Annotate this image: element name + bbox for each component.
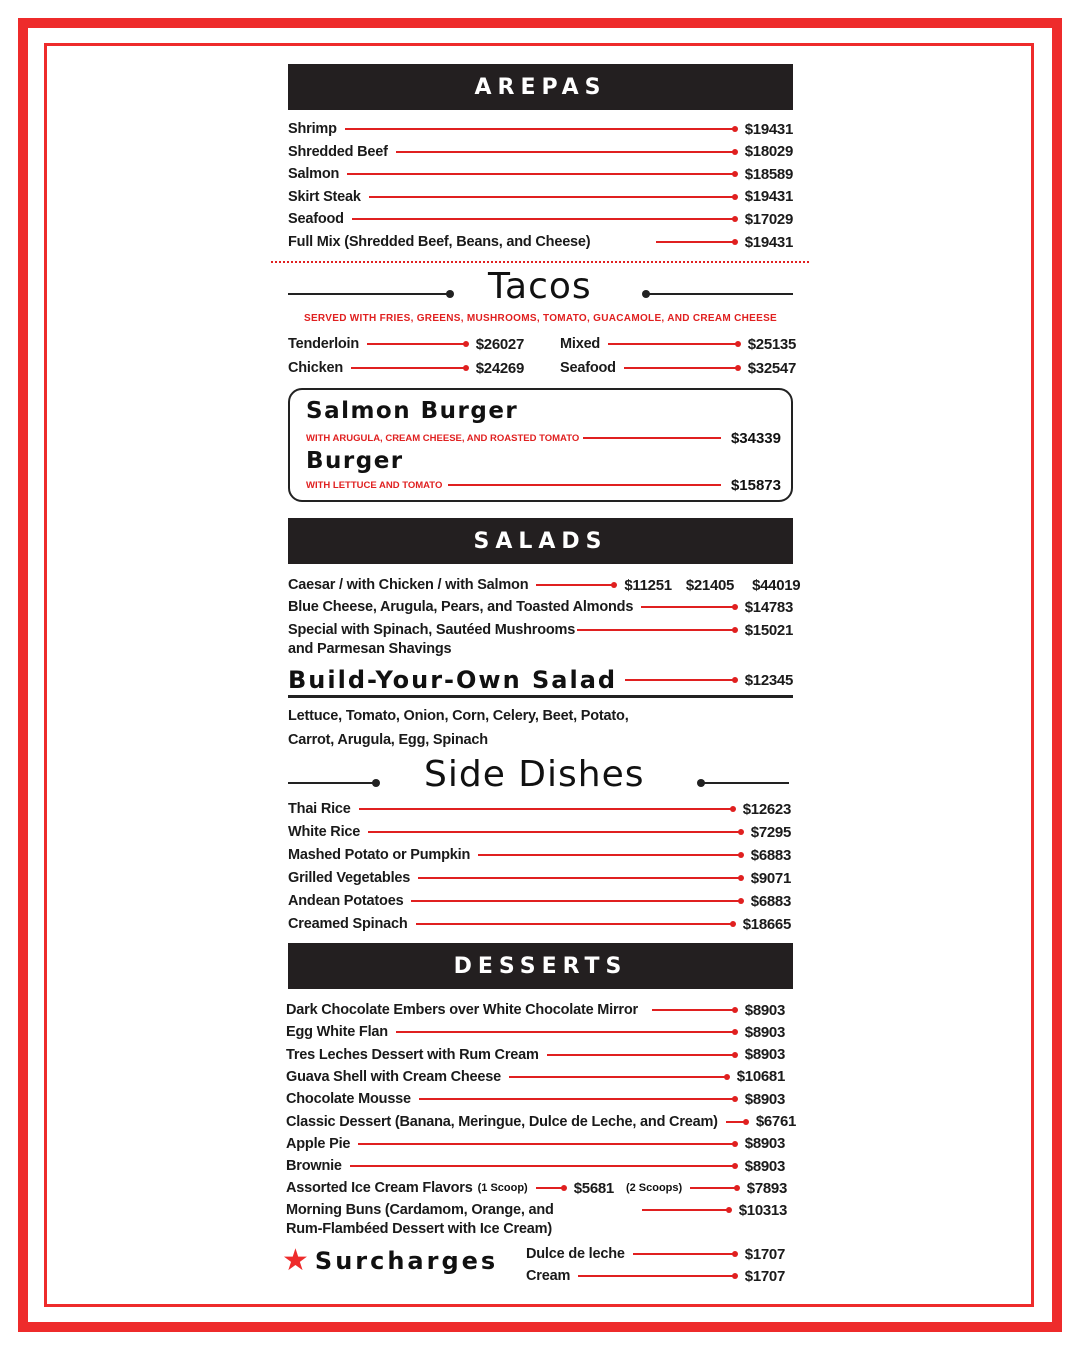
leader-line <box>347 173 735 175</box>
leader-line <box>642 1209 729 1211</box>
item-price: $12345 <box>744 671 793 689</box>
item-price: $12623 <box>742 800 791 818</box>
item-price: $7295 <box>750 823 791 841</box>
leader-line <box>351 367 466 369</box>
item-name: Andean Potatoes <box>288 893 404 909</box>
arepa-row <box>288 141 793 163</box>
item-price: $32547 <box>747 359 796 377</box>
leader-line <box>624 367 738 369</box>
leader-line <box>418 877 741 879</box>
item-price: $18589 <box>744 165 793 183</box>
item-name: Chicken <box>288 360 344 376</box>
item-price: $6883 <box>750 892 791 910</box>
arepa-row <box>288 186 793 208</box>
taco-row <box>560 333 796 355</box>
surcharges-heading <box>282 1246 498 1276</box>
dessert-row <box>286 1111 797 1133</box>
title-rule-right <box>646 293 793 295</box>
item-price: $11251 <box>624 576 672 594</box>
salmon-burger-desc: WITH ARUGULA, CREAM CHEESE, AND ROASTED TOMATO <box>306 432 580 444</box>
side-row <box>288 798 791 820</box>
item-price: $8903 <box>744 1046 785 1064</box>
arepas-banner: AREPAS <box>288 64 793 110</box>
surcharges-title: Surcharges <box>314 1247 499 1275</box>
byo-ingredients-line1: Lettuce, Tomato, Onion, Corn, Celery, Beet, Potato, <box>288 708 629 724</box>
item-name: Skirt Steak <box>288 188 361 205</box>
item-name: Seafood <box>560 360 616 376</box>
item-name: Caesar / with Chicken / with Salmon <box>288 577 529 593</box>
leader-line <box>478 854 741 856</box>
item-price: $24269 <box>475 359 524 377</box>
item-price: $1707 <box>744 1245 785 1263</box>
item-price: $17029 <box>744 210 793 228</box>
burger-desc: WITH LETTUCE AND TOMATO <box>306 479 443 491</box>
leader-line <box>359 808 733 810</box>
tacos-note: SERVED WITH FRIES, GREENS, MUSHROOMS, TOMATO, GUACAMOLE, AND CREAM CHEESE <box>303 313 778 324</box>
item-name: Cream <box>526 1268 571 1284</box>
item-price: $8903 <box>744 1023 785 1041</box>
item-price: $1707 <box>744 1267 785 1285</box>
item-name: Shredded Beef <box>288 143 388 160</box>
leader-line <box>509 1076 727 1078</box>
item-name: Mashed Potato or Pumpkin <box>288 847 471 863</box>
item-name: Mixed <box>560 336 601 352</box>
leader-line <box>726 1121 746 1123</box>
tacos-title: Tacos <box>488 266 592 307</box>
title-rule-left <box>288 293 450 295</box>
item-price: $44019 <box>752 576 801 594</box>
item-name: Salmon <box>288 166 340 183</box>
dessert-row <box>286 999 785 1021</box>
item-price: $18029 <box>744 143 793 161</box>
item-name: Assorted Ice Cream Flavors <box>286 1180 473 1196</box>
leader-line <box>656 241 734 243</box>
item-price: $5681 <box>573 1179 614 1197</box>
desserts-banner: DESSERTS <box>288 943 793 989</box>
leader-line <box>583 437 721 439</box>
item-name: Egg White Flan <box>286 1024 388 1041</box>
side-row <box>288 890 791 912</box>
leader-line <box>411 900 740 902</box>
item-name: Brownie <box>286 1158 342 1175</box>
taco-row <box>560 357 796 379</box>
taco-row <box>288 333 524 355</box>
title-rule-left <box>288 782 376 784</box>
salmon-burger-row <box>306 430 781 446</box>
dessert-row <box>286 1155 785 1177</box>
item-price: $14783 <box>744 598 793 616</box>
morning-buns-line2: Rum-Flambéed Dessert with Ice Cream) <box>286 1221 552 1237</box>
item-name: Tres Leches Dessert with Rum Cream <box>286 1046 539 1063</box>
item-price: $8903 <box>744 1001 785 1019</box>
burger-title: Burger <box>306 448 404 474</box>
side-row <box>288 913 791 935</box>
item-price: $8903 <box>744 1090 785 1108</box>
leader-line <box>396 1031 735 1033</box>
item-name: Thai Rice <box>288 801 351 817</box>
leader-line <box>345 128 735 130</box>
leader-line <box>350 1165 735 1167</box>
item-name: Seafood <box>288 211 344 228</box>
item-name: Chocolate Mousse <box>286 1091 411 1108</box>
salmon-burger-title: Salmon Burger <box>306 398 519 424</box>
leader-line <box>536 1187 564 1189</box>
item-name: White Rice <box>288 824 361 840</box>
leader-line <box>547 1054 735 1056</box>
leader-line <box>369 196 735 198</box>
item-price: $19431 <box>744 120 793 138</box>
item-name: Shrimp <box>288 121 337 137</box>
dessert-row <box>286 1133 785 1155</box>
item-name: Special with Spinach, Sautéed Mushrooms <box>288 622 576 638</box>
item-name: Morning Buns (Cardamom, Orange, and <box>286 1202 554 1218</box>
item-price: $8903 <box>744 1157 785 1175</box>
item-price: $7893 <box>746 1179 787 1197</box>
section-divider <box>271 261 809 263</box>
salad-caesar-row <box>288 574 801 596</box>
leader-line <box>625 679 735 681</box>
byo-underline <box>288 695 793 698</box>
salmon-burger-price: $34339 <box>730 429 781 447</box>
arepa-row <box>288 163 793 185</box>
byo-salad-title: Build-Your-Own Salad <box>288 666 618 694</box>
item-name: Dark Chocolate Embers over White Chocolate Mirror <box>286 1002 638 1018</box>
item-price: $6883 <box>750 846 791 864</box>
item-price: $26027 <box>475 335 524 353</box>
salad-special-line2: and Parmesan Shavings <box>288 641 452 657</box>
item-name: Creamed Spinach <box>288 916 408 932</box>
scoop-label: (2 Scoops) <box>625 1182 683 1194</box>
arepa-row <box>288 208 793 230</box>
side-row <box>288 821 791 843</box>
burger-box <box>288 388 793 502</box>
item-price: $18665 <box>742 915 791 933</box>
leader-line <box>536 584 614 586</box>
salad-special-row <box>288 619 793 641</box>
leader-line <box>368 831 741 833</box>
surcharge-row <box>526 1265 785 1287</box>
leader-line <box>641 606 735 608</box>
item-name: Grilled Vegetables <box>288 870 411 886</box>
scoop-label: (1 Scoop) <box>477 1182 528 1194</box>
leader-line <box>358 1143 735 1145</box>
item-name: Tenderloin <box>288 336 360 352</box>
star-icon: ★ <box>282 1244 309 1277</box>
burger-price: $15873 <box>730 476 781 494</box>
item-name: Blue Cheese, Arugula, Pears, and Toasted Almonds <box>288 599 634 615</box>
item-name: Apple Pie <box>286 1135 351 1152</box>
side-row <box>288 867 791 889</box>
leader-line <box>367 343 466 345</box>
ice-cream-row <box>286 1177 787 1199</box>
dessert-row <box>286 1066 785 1088</box>
leader-line <box>608 343 738 345</box>
item-price: $9071 <box>750 869 791 887</box>
item-name: Dulce de leche <box>526 1246 625 1262</box>
leader-line <box>396 151 735 153</box>
item-price: $10681 <box>736 1068 785 1086</box>
leader-line <box>419 1098 735 1100</box>
leader-line <box>633 1253 735 1255</box>
leader-line <box>352 218 735 220</box>
item-price: $19431 <box>744 188 793 206</box>
item-price: $25135 <box>747 335 796 353</box>
title-rule-right <box>701 782 789 784</box>
taco-row <box>288 357 524 379</box>
leader-line <box>448 484 721 486</box>
byo-salad-row <box>288 666 793 694</box>
item-price: $21405 <box>685 576 735 594</box>
surcharge-row <box>526 1243 785 1265</box>
arepa-row <box>288 231 793 253</box>
dessert-row <box>286 1088 785 1110</box>
item-price: $10313 <box>738 1201 787 1219</box>
item-price: $15021 <box>744 621 793 639</box>
item-price: $6761 <box>755 1113 797 1130</box>
leader-line <box>578 1275 735 1277</box>
morning-buns-row <box>286 1199 787 1221</box>
dessert-row <box>286 1021 785 1043</box>
item-price: $8903 <box>744 1135 785 1153</box>
byo-ingredients-line2: Carrot, Arugula, Egg, Spinach <box>288 732 488 748</box>
leader-line <box>652 1009 735 1011</box>
item-name: Full Mix (Shredded Beef, Beans, and Cheese) <box>288 234 591 250</box>
leader-line <box>577 629 735 631</box>
item-price: $19431 <box>744 233 793 251</box>
arepa-row <box>288 118 793 140</box>
leader-line <box>690 1187 737 1189</box>
item-name: Guava Shell with Cream Cheese <box>286 1068 502 1085</box>
salads-banner: SALADS <box>288 518 793 564</box>
burger-row <box>306 477 781 493</box>
leader-line <box>416 923 733 925</box>
dessert-row <box>286 1044 785 1066</box>
side-row <box>288 844 791 866</box>
salad-blue-cheese-row <box>288 596 793 618</box>
side-dishes-title: Side Dishes <box>424 754 645 795</box>
item-name: Classic Dessert (Banana, Meringue, Dulce de Leche, and Cream) <box>286 1113 718 1130</box>
